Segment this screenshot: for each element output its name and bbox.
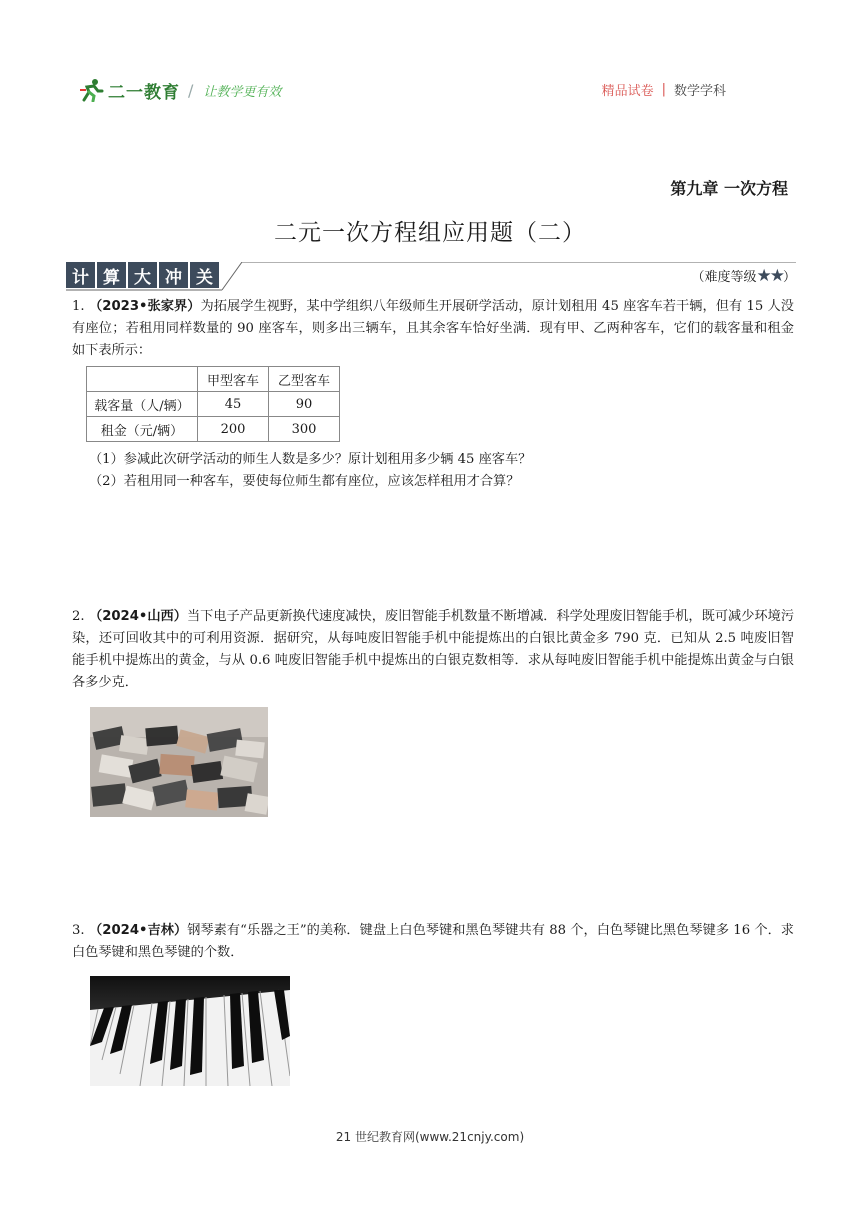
table-cell: 200 [198,417,269,442]
header-separator: | [661,82,666,97]
difficulty-prefix: （难度等级 [691,270,757,285]
chapter-title: 第九章 一次方程 [670,179,788,198]
question-number: 1. [72,299,85,314]
section-banner [66,262,221,288]
banner-char: 冲 [159,262,188,288]
table-header-cell: 甲型客车 [198,367,269,392]
question-source: （2023•张家界） [89,299,201,314]
question-3 [72,920,794,964]
question-2 [72,606,794,694]
table-cell: 租金（元/辆） [87,417,198,442]
question-source: （2024•吉林） [89,923,188,938]
logo-slogan: 让教学更有效 [203,84,282,100]
table-cell: 300 [269,417,340,442]
table-header-cell [87,367,198,392]
question-text: 为拓展学生视野，某中学组织八年级师生开展研学活动，原计划租用 45 座客车若干辆，但有 15 人没有座位；若租用同样数量的 90 座客车，则多出三辆车，且其余客车恰好坐满．现有甲、乙两种客车，它们的载客量和租金如下表所示： [72,299,794,358]
question-1-part-2: （2）若租用同一种客车，要使每位师生都有座位，应该怎样租用才合算？ [89,474,520,489]
question-number: 2. [72,609,85,624]
table-cell: 90 [269,392,340,417]
header-label-premium: 精品试卷 [601,84,654,99]
star-icon: ★★ [756,266,783,286]
difficulty-suffix: ） [782,270,796,285]
banner-char: 算 [97,262,126,288]
question-1 [72,296,794,362]
piano-keys-photo [90,976,290,1086]
question-source: （2024•山西） [89,609,187,624]
page-footer: 21 世纪教育网(www.21cnjy.com) [335,1130,525,1144]
table-cell: 载客量（人/辆） [87,392,198,417]
header-right [602,80,726,99]
question-text: 当下电子产品更新换代速度减快，废旧智能手机数量不断增减．科学处理废旧智能手机，既可减少环境污染，还可回收其中的可利用资源．据研究，从每吨废旧智能手机中能提炼出的白银比黄金多 790 克．已知从 2.5 吨废旧智能手机中提炼出的黄金，与从 0.6 吨废旧智能手机中提炼出的白银克数相等．求从每吨废旧智能手机中能提炼出黄金与白银各多少克． [72,609,795,690]
table-row [87,367,340,392]
vehicle-table [86,366,340,442]
site-logo [78,76,308,104]
phones-photo [90,707,268,817]
page-title: 二元一次方程组应用题（二） [274,220,586,246]
difficulty-rating [691,266,796,286]
question-1-part-1: （1）参减此次研学活动的师生人数是多少？原计划租用多少辆 45 座客车？ [89,452,532,467]
banner-char: 关 [190,262,219,288]
runner-logo-icon [78,78,104,102]
table-row [87,392,340,417]
banner-char: 计 [66,262,95,288]
question-number: 3. [72,923,85,938]
header-label-subject: 数学学科 [673,84,726,99]
table-header-cell: 乙型客车 [269,367,340,392]
logo-name: 二一教育 [108,82,180,103]
table-cell: 45 [198,392,269,417]
question-text: 钢琴素有“乐器之王”的美称．键盘上白色琴键和黑色琴键共有 88 个，白色琴键比黑色琴键多 16 个．求白色琴键和黑色琴键的个数． [72,923,794,960]
banner-char: 大 [128,262,157,288]
table-row [87,417,340,442]
logo-divider: / [188,80,194,100]
